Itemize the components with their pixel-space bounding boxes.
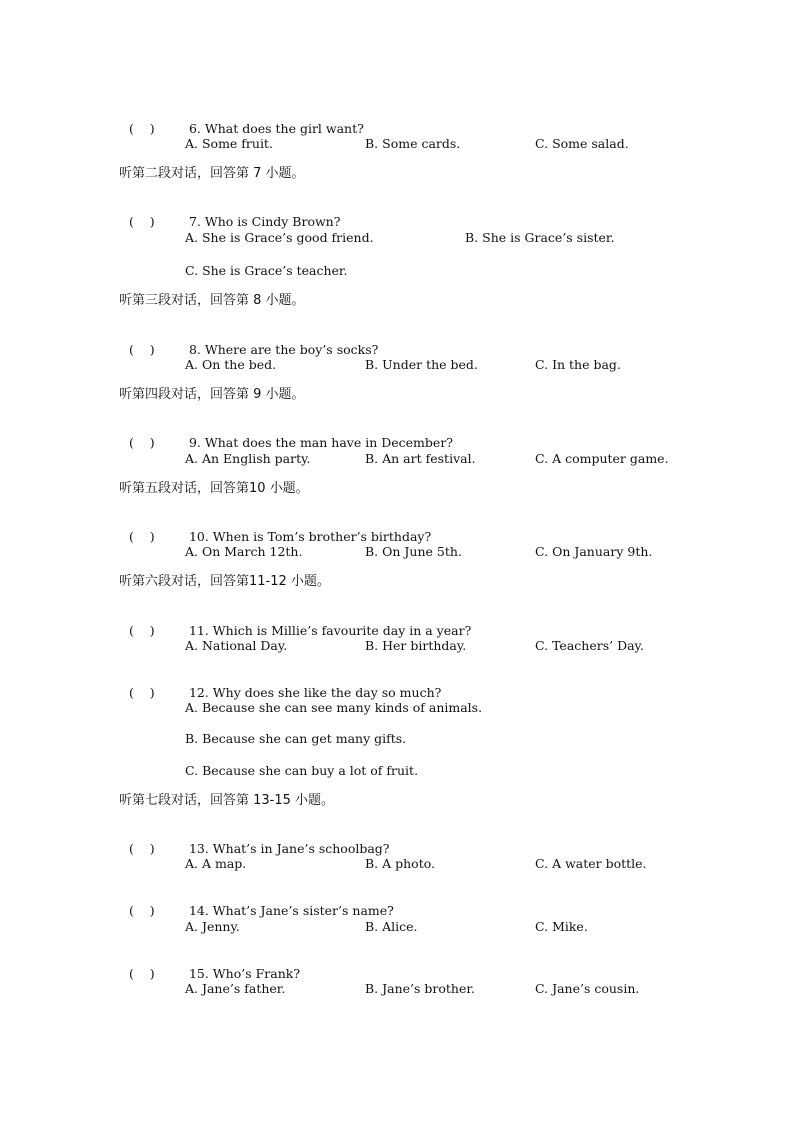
question-13 (121, 825, 390, 857)
answer-blank[interactable]: ( ) (128, 685, 155, 700)
section-heading-2: 听第二段对话，回答第 7 小题。 (119, 166, 305, 181)
question-6 (121, 105, 364, 137)
option-9a: A. An English party. (185, 451, 311, 466)
section-heading-5: 听第五段对话，回答第10 小题。 (119, 481, 309, 496)
section-heading-7: 听第七段对话，回答第 13-15 小题。 (119, 793, 335, 808)
option-14c: C. Mike. (535, 919, 588, 934)
option-6b: B. Some cards. (365, 136, 461, 151)
question-12 (121, 669, 441, 701)
option-15b: B. Jane’s brother. (365, 981, 475, 996)
question-text: 7. Who is Cindy Brown? (188, 214, 341, 229)
option-13b: B. A photo. (365, 856, 436, 871)
answer-blank[interactable]: ( ) (128, 623, 155, 638)
option-9b: B. An art festival. (365, 451, 476, 466)
question-7 (121, 198, 340, 230)
option-14b: B. Alice. (365, 919, 418, 934)
question-8 (121, 326, 378, 358)
answer-blank[interactable]: ( ) (128, 841, 155, 856)
question-text: 9. What does the man have in December? (188, 435, 453, 450)
option-6c: C. Some salad. (535, 136, 629, 151)
option-10c: C. On January 9th. (535, 544, 653, 559)
option-12a: A. Because she can see many kinds of animals. (185, 700, 483, 715)
option-12b: B. Because she can get many gifts. (185, 731, 407, 746)
section-heading-4: 听第四段对话，回答第 9 小题。 (119, 387, 305, 402)
question-text: 14. What’s Jane’s sister’s name? (188, 903, 394, 918)
section-heading-6: 听第六段对话，回答第11-12 小题。 (119, 574, 330, 589)
question-15 (121, 950, 300, 982)
answer-blank[interactable]: ( ) (128, 529, 155, 544)
option-8b: B. Under the bed. (365, 357, 478, 372)
question-text: 12. Why does she like the day so much? (188, 685, 442, 700)
answer-blank[interactable]: ( ) (128, 435, 155, 450)
option-8a: A. On the bed. (185, 357, 277, 372)
question-text: 13. What’s in Jane’s schoolbag? (188, 841, 390, 856)
question-14 (121, 887, 394, 919)
answer-blank[interactable]: ( ) (128, 121, 155, 136)
option-15c: C. Jane’s cousin. (535, 981, 640, 996)
question-11 (121, 607, 471, 639)
option-14a: A. Jenny. (185, 919, 240, 934)
option-7c: C. She is Grace’s teacher. (185, 263, 348, 278)
option-9c: C. A computer game. (535, 451, 669, 466)
answer-blank[interactable]: ( ) (128, 214, 155, 229)
answer-blank[interactable]: ( ) (128, 966, 155, 981)
answer-blank[interactable]: ( ) (128, 342, 155, 357)
option-13a: A. A map. (185, 856, 247, 871)
option-10b: B. On June 5th. (365, 544, 462, 559)
option-8c: C. In the bag. (535, 357, 621, 372)
question-text: 11. Which is Millie’s favourite day in a year? (188, 623, 472, 638)
option-7b: B. She is Grace’s sister. (465, 230, 615, 245)
option-15a: A. Jane’s father. (185, 981, 286, 996)
option-11a: A. National Day. (185, 638, 288, 653)
question-text: 8. Where are the boy’s socks? (188, 342, 379, 357)
question-9 (121, 419, 453, 451)
option-12c: C. Because she can buy a lot of fruit. (185, 763, 419, 778)
section-heading-3: 听第三段对话，回答第 8 小题。 (119, 293, 305, 308)
option-13c: C. A water bottle. (535, 856, 647, 871)
option-11b: B. Her birthday. (365, 638, 467, 653)
option-6a: A. Some fruit. (185, 136, 273, 151)
question-text: 10. When is Tom’s brother’s birthday? (188, 529, 432, 544)
option-11c: C. Teachers’ Day. (535, 638, 644, 653)
question-text: 6. What does the girl want? (188, 121, 364, 136)
option-10a: A. On March 12th. (185, 544, 303, 559)
answer-blank[interactable]: ( ) (128, 903, 155, 918)
option-7a: A. She is Grace’s good friend. (185, 230, 374, 245)
question-10 (121, 513, 431, 545)
question-text: 15. Who’s Frank? (188, 966, 301, 981)
